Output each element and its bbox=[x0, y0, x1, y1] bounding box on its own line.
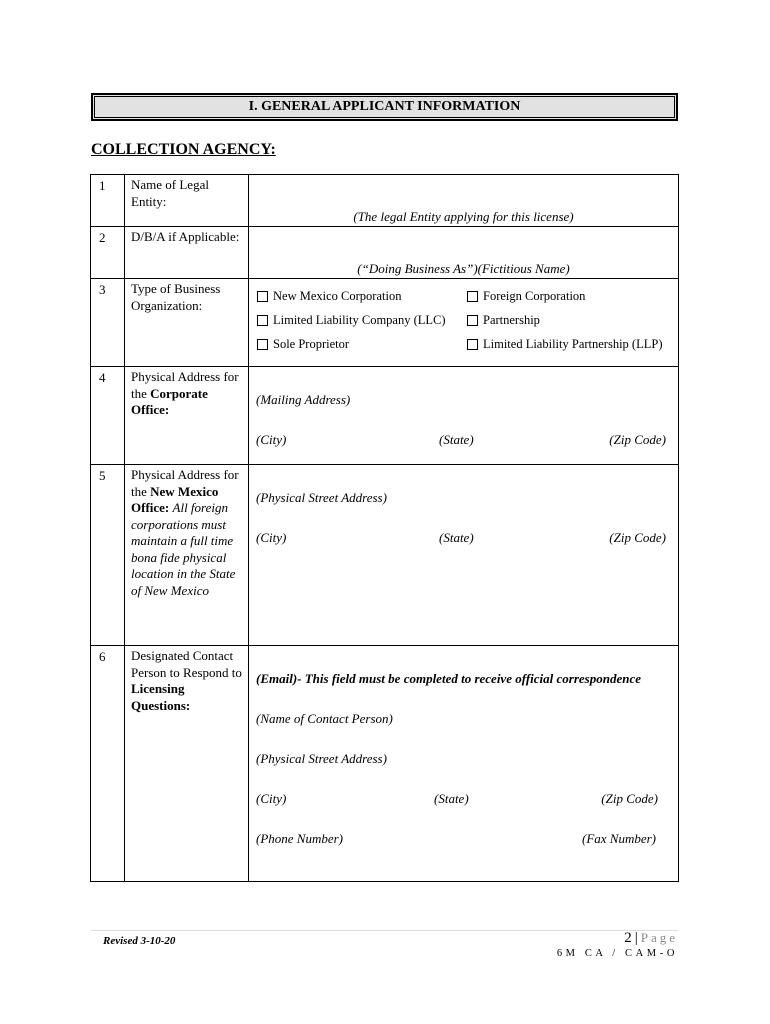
table-row bbox=[91, 279, 679, 367]
row-label: Designated Contact Person to Respond to Licensing Questions: bbox=[125, 646, 249, 882]
table-row bbox=[91, 367, 679, 465]
contact-name-label: (Name of Contact Person) bbox=[256, 711, 393, 726]
contact-person-field[interactable] bbox=[249, 646, 679, 882]
section-title: COLLECTION AGENCY: bbox=[91, 141, 276, 158]
option-partnership[interactable]: Partnership bbox=[467, 313, 540, 328]
table-row bbox=[91, 175, 679, 227]
checkbox[interactable] bbox=[467, 315, 478, 326]
table-row bbox=[91, 646, 679, 882]
legal-entity-field[interactable] bbox=[249, 175, 679, 227]
field-note: (“Doing Business As”)(Fictitious Name) bbox=[357, 261, 570, 276]
zip-label: (Zip Code) bbox=[601, 791, 658, 806]
checkbox[interactable] bbox=[257, 315, 268, 326]
corporate-office-field[interactable] bbox=[249, 367, 679, 465]
checkbox[interactable] bbox=[467, 291, 478, 302]
nm-office-field[interactable] bbox=[249, 465, 679, 646]
city-label: (City) bbox=[256, 432, 287, 447]
phone-label: (Phone Number) bbox=[256, 831, 344, 846]
revised-date: Revised 3-10-20 bbox=[103, 935, 176, 947]
section-banner bbox=[91, 93, 678, 121]
mailing-address-label: (Mailing Address) bbox=[256, 392, 351, 407]
street-address-label: (Physical Street Address) bbox=[256, 751, 387, 766]
row-number: 5 bbox=[91, 465, 125, 646]
table-row bbox=[91, 465, 679, 646]
option-llp[interactable]: Limited Liability Partnership (LLP) bbox=[467, 337, 662, 352]
email-label: (Email)- This field must be completed to receive official correspondence bbox=[256, 671, 641, 686]
field-note: (The legal Entity applying for this license) bbox=[353, 209, 574, 224]
row-label: Name of Legal Entity: bbox=[125, 175, 249, 227]
business-type-field bbox=[249, 279, 679, 367]
zip-label: (Zip Code) bbox=[609, 432, 666, 447]
banner-text: I. GENERAL APPLICANT INFORMATION bbox=[248, 99, 521, 114]
option-nm-corporation[interactable]: New Mexico Corporation bbox=[257, 289, 401, 304]
row-label: Physical Address for the Corporate Office: bbox=[125, 367, 249, 465]
checkbox[interactable] bbox=[467, 339, 478, 350]
option-llc[interactable]: Limited Liability Company (LLC) bbox=[257, 313, 446, 328]
state-label: (State) bbox=[439, 432, 474, 447]
checkbox[interactable] bbox=[257, 339, 268, 350]
footer-divider bbox=[91, 930, 678, 931]
dba-field[interactable] bbox=[249, 227, 679, 279]
row-number: 4 bbox=[91, 367, 125, 465]
form-code: 6M CA / CAM-O bbox=[556, 948, 678, 959]
street-address-label: (Physical Street Address) bbox=[256, 490, 387, 505]
row-number: 1 bbox=[91, 175, 125, 227]
page-number: 2 | Page bbox=[624, 930, 678, 946]
row-number: 3 bbox=[91, 279, 125, 367]
city-label: (City) bbox=[256, 791, 287, 806]
row-label: Physical Address for the New Mexico Office: All foreign corporations must maintain a full time bona fide physical location in the State of New Mexico bbox=[125, 465, 249, 646]
option-sole-proprietor[interactable]: Sole Proprietor bbox=[257, 337, 349, 352]
checkbox[interactable] bbox=[257, 291, 268, 302]
row-label: Type of Business Organization: bbox=[125, 279, 249, 367]
row-label: D/B/A if Applicable: bbox=[125, 227, 249, 279]
option-foreign-corporation[interactable]: Foreign Corporation bbox=[467, 289, 585, 304]
fax-label: (Fax Number) bbox=[581, 831, 656, 846]
state-label: (State) bbox=[434, 791, 469, 806]
zip-label: (Zip Code) bbox=[609, 530, 666, 545]
application-table bbox=[90, 174, 679, 882]
row-number: 2 bbox=[91, 227, 125, 279]
city-label: (City) bbox=[256, 530, 287, 545]
table-row bbox=[91, 227, 679, 279]
state-label: (State) bbox=[439, 530, 474, 545]
row-number: 6 bbox=[91, 646, 125, 882]
